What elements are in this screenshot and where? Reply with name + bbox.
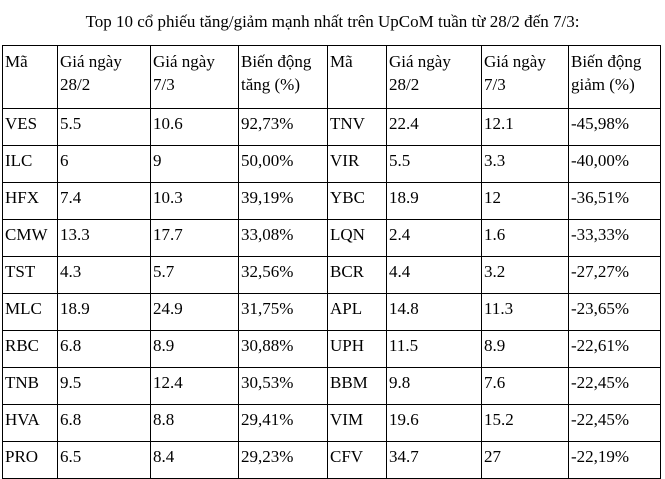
down-code-cell: VIR <box>328 146 387 183</box>
down-price-start-cell: 4.4 <box>387 257 482 294</box>
table-row <box>3 257 661 294</box>
up-price-start-cell: 7.4 <box>58 183 151 220</box>
down-change-cell: -22,45% <box>569 405 661 442</box>
up-price-start-cell: 13.3 <box>58 220 151 257</box>
up-price-start-cell: 6 <box>58 146 151 183</box>
down-price-start-cell: 11.5 <box>387 331 482 368</box>
down-change-cell: -22,61% <box>569 331 661 368</box>
down-price-end-cell: 8.9 <box>482 331 569 368</box>
down-price-end-cell: 12 <box>482 183 569 220</box>
down-price-end-cell: 7.6 <box>482 368 569 405</box>
stock-table <box>2 45 661 479</box>
up-code-cell: HVA <box>3 405 58 442</box>
table-row <box>3 294 661 331</box>
table-row <box>3 109 661 146</box>
up-change-cell: 50,00% <box>239 146 328 183</box>
down-change-cell: -27,27% <box>569 257 661 294</box>
down-change-cell: -22,19% <box>569 442 661 479</box>
down-price-start-cell: 9.8 <box>387 368 482 405</box>
down-change-cell: -22,45% <box>569 368 661 405</box>
down-code-cell: BCR <box>328 257 387 294</box>
table-row <box>3 146 661 183</box>
down-code-cell: UPH <box>328 331 387 368</box>
up-code-cell: PRO <box>3 442 58 479</box>
up-change-cell: 29,41% <box>239 405 328 442</box>
up-price-start-cell: 4.3 <box>58 257 151 294</box>
down-price-start-cell: 18.9 <box>387 183 482 220</box>
up-code-cell: MLC <box>3 294 58 331</box>
down-price-end-cell: 11.3 <box>482 294 569 331</box>
down-code-cell: APL <box>328 294 387 331</box>
table-row <box>3 442 661 479</box>
up-change-cell: 30,88% <box>239 331 328 368</box>
up-price-end-cell: 24.9 <box>151 294 239 331</box>
up-price-end-cell: 10.3 <box>151 183 239 220</box>
up-price-end-cell: 17.7 <box>151 220 239 257</box>
down-change-cell: -45,98% <box>569 109 661 146</box>
table-header-row <box>3 46 661 109</box>
table-caption: Top 10 cổ phiếu tăng/giảm mạnh nhất trên UpCoM tuần từ 28/2 đến 7/3: <box>85 12 580 31</box>
up-change-cell: 30,53% <box>239 368 328 405</box>
down-code-cell: BBM <box>328 368 387 405</box>
table-row <box>3 183 661 220</box>
down-change-cell: -23,65% <box>569 294 661 331</box>
table-row <box>3 368 661 405</box>
up-change-cell: 29,23% <box>239 442 328 479</box>
table-row <box>3 331 661 368</box>
up-price-end-cell: 12.4 <box>151 368 239 405</box>
up-price-end-cell: 8.9 <box>151 331 239 368</box>
header-down-code: Mã <box>328 46 387 109</box>
header-up-price-end: Giá ngày 7/3 <box>151 46 239 109</box>
header-down-price-start: Giá ngày 28/2 <box>387 46 482 109</box>
up-change-cell: 31,75% <box>239 294 328 331</box>
down-code-cell: LQN <box>328 220 387 257</box>
up-price-start-cell: 6.8 <box>58 331 151 368</box>
up-code-cell: TST <box>3 257 58 294</box>
down-change-cell: -40,00% <box>569 146 661 183</box>
down-code-cell: YBC <box>328 183 387 220</box>
down-change-cell: -36,51% <box>569 183 661 220</box>
up-price-start-cell: 5.5 <box>58 109 151 146</box>
down-code-cell: CFV <box>328 442 387 479</box>
up-code-cell: ILC <box>3 146 58 183</box>
up-price-start-cell: 6.8 <box>58 405 151 442</box>
up-code-cell: CMW <box>3 220 58 257</box>
down-price-end-cell: 12.1 <box>482 109 569 146</box>
down-price-start-cell: 5.5 <box>387 146 482 183</box>
down-code-cell: TNV <box>328 109 387 146</box>
up-price-end-cell: 10.6 <box>151 109 239 146</box>
up-change-cell: 92,73% <box>239 109 328 146</box>
up-price-end-cell: 8.4 <box>151 442 239 479</box>
up-price-start-cell: 18.9 <box>58 294 151 331</box>
down-price-start-cell: 14.8 <box>387 294 482 331</box>
down-price-end-cell: 3.3 <box>482 146 569 183</box>
header-up-change: Biến động tăng (%) <box>239 46 328 109</box>
up-price-end-cell: 8.8 <box>151 405 239 442</box>
down-price-start-cell: 22.4 <box>387 109 482 146</box>
header-up-code: Mã <box>3 46 58 109</box>
table-row <box>3 405 661 442</box>
table-row <box>3 220 661 257</box>
down-price-start-cell: 19.6 <box>387 405 482 442</box>
up-code-cell: VES <box>3 109 58 146</box>
header-down-price-end: Giá ngày 7/3 <box>482 46 569 109</box>
header-down-change: Biến động giảm (%) <box>569 46 661 109</box>
down-change-cell: -33,33% <box>569 220 661 257</box>
header-up-price-start: Giá ngày 28/2 <box>58 46 151 109</box>
down-price-start-cell: 34.7 <box>387 442 482 479</box>
up-change-cell: 39,19% <box>239 183 328 220</box>
up-code-cell: RBC <box>3 331 58 368</box>
up-code-cell: HFX <box>3 183 58 220</box>
up-change-cell: 32,56% <box>239 257 328 294</box>
up-price-start-cell: 6.5 <box>58 442 151 479</box>
up-change-cell: 33,08% <box>239 220 328 257</box>
up-price-start-cell: 9.5 <box>58 368 151 405</box>
up-price-end-cell: 9 <box>151 146 239 183</box>
up-price-end-cell: 5.7 <box>151 257 239 294</box>
down-price-end-cell: 27 <box>482 442 569 479</box>
down-code-cell: VIM <box>328 405 387 442</box>
down-price-start-cell: 2.4 <box>387 220 482 257</box>
down-price-end-cell: 3.2 <box>482 257 569 294</box>
down-price-end-cell: 1.6 <box>482 220 569 257</box>
up-code-cell: TNB <box>3 368 58 405</box>
down-price-end-cell: 15.2 <box>482 405 569 442</box>
